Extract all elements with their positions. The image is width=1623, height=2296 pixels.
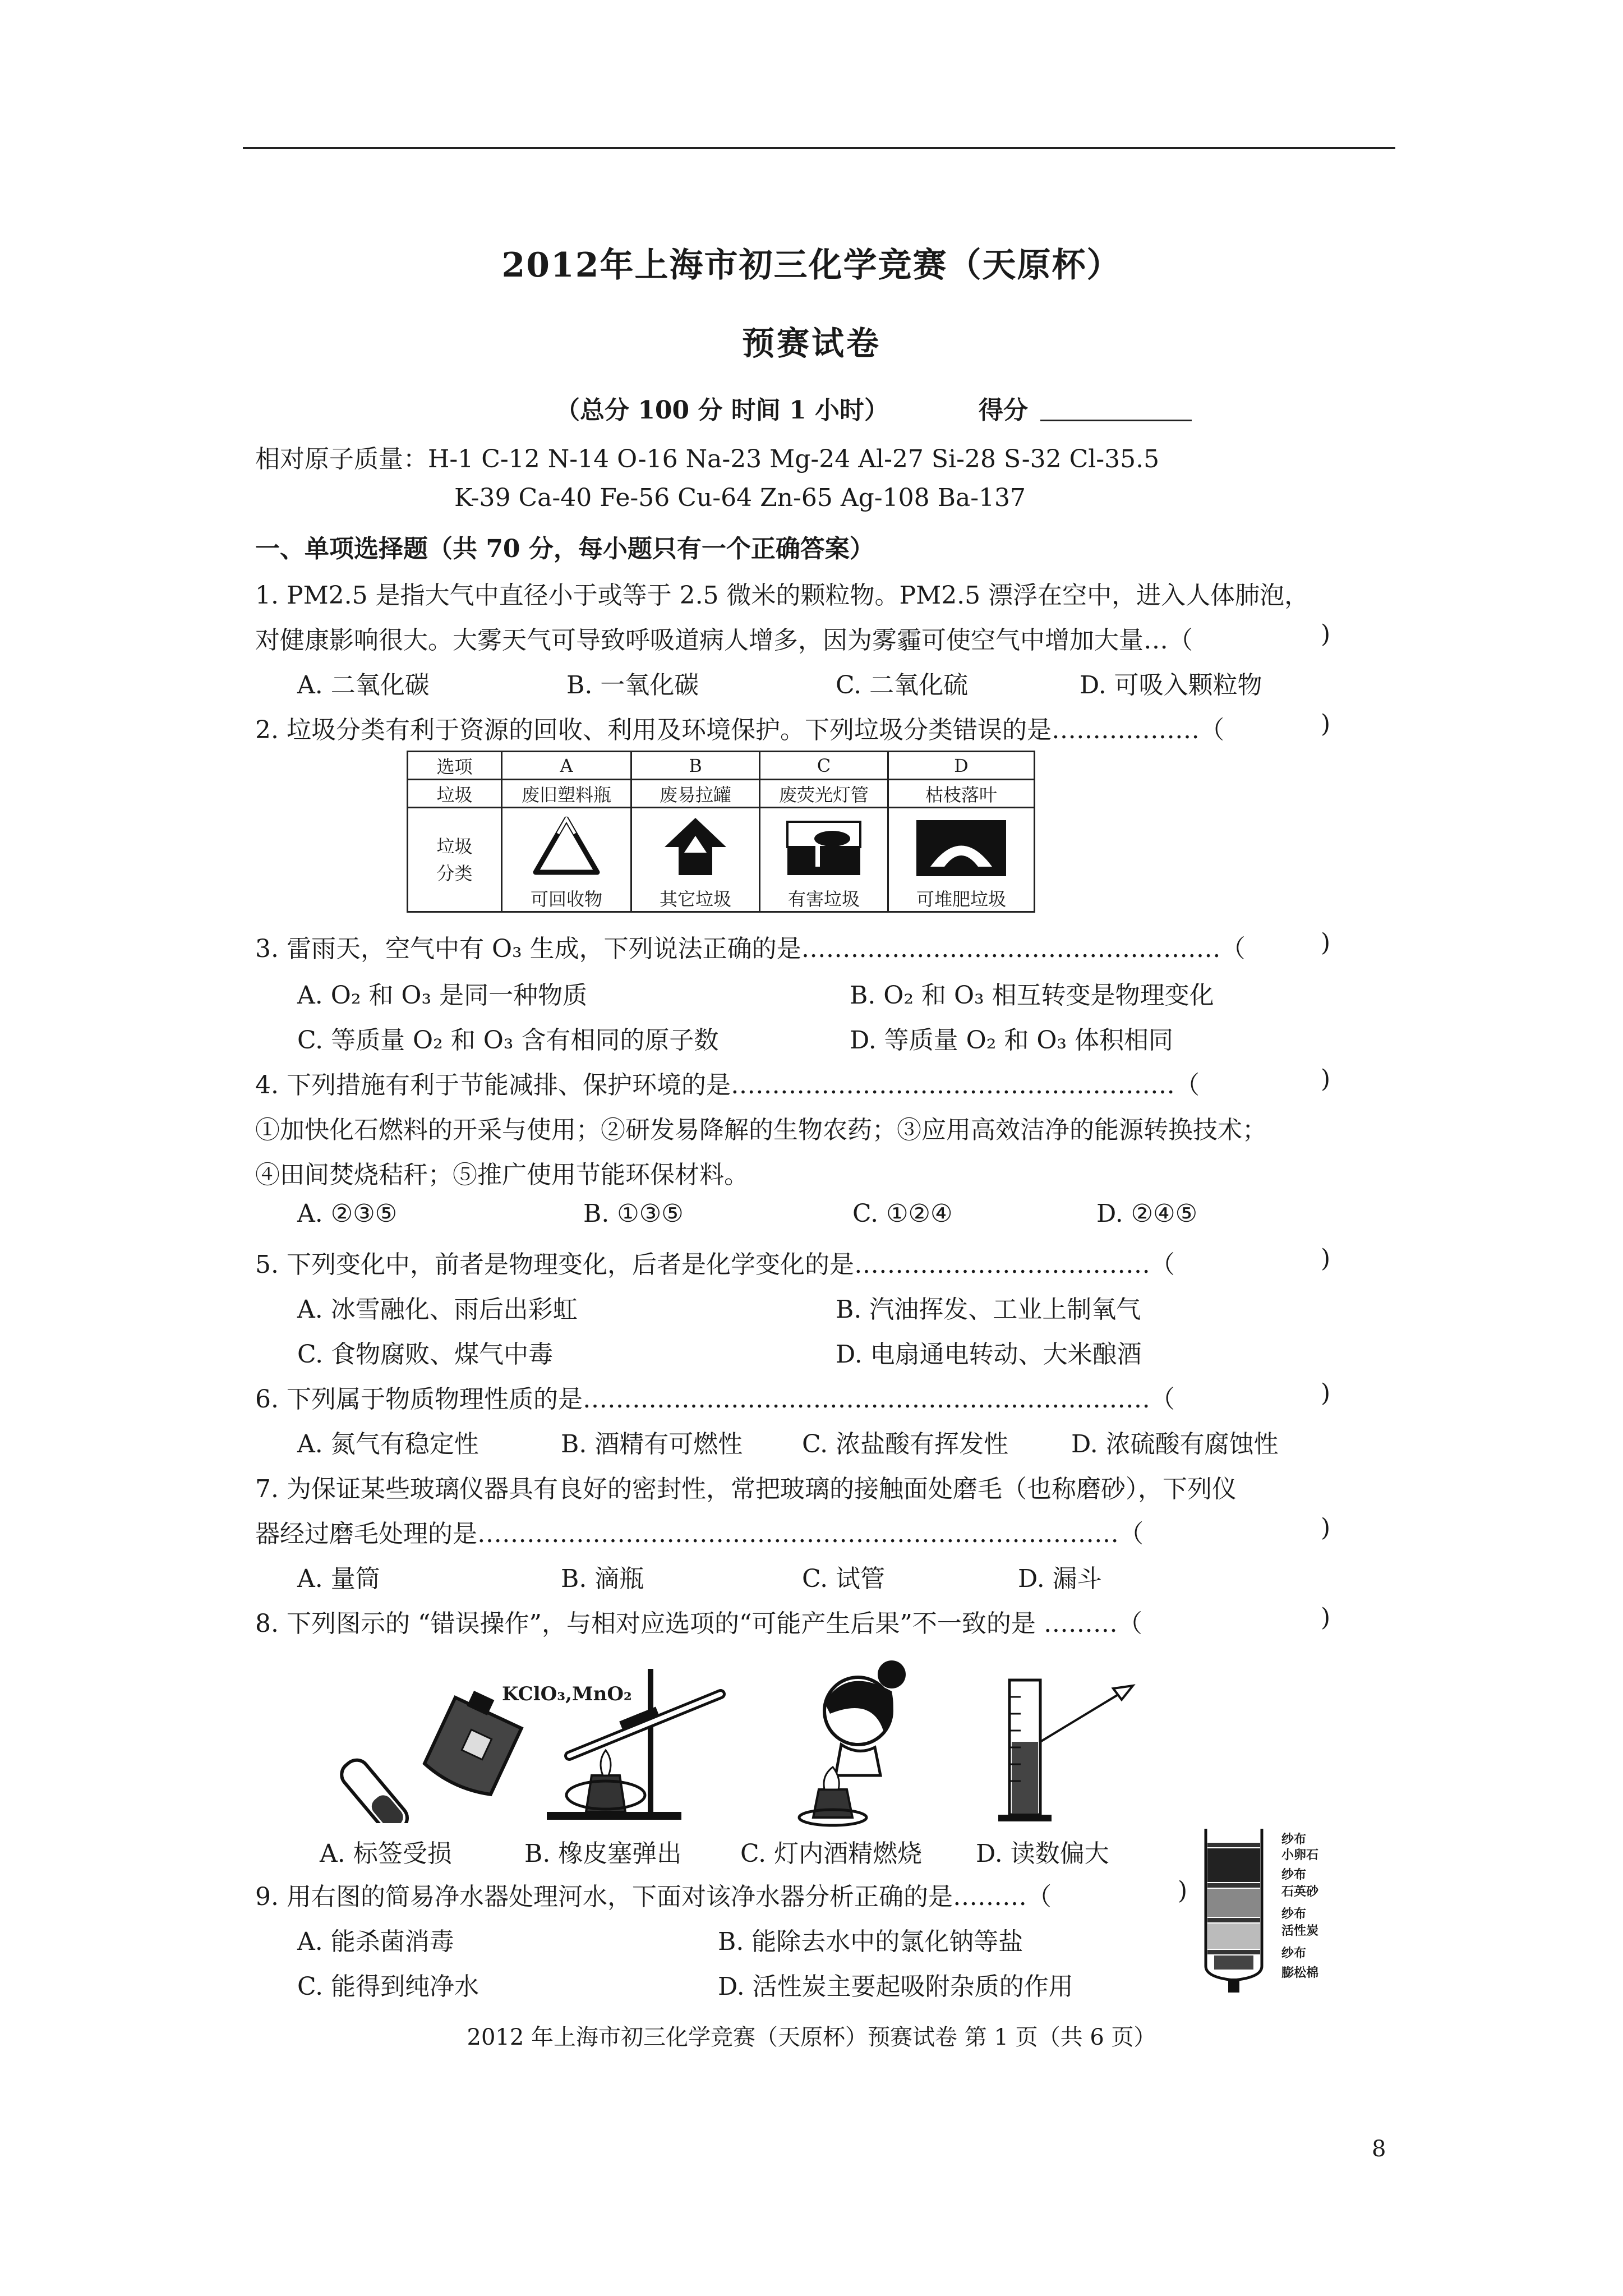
q6-option-d[interactable]: D. 浓硫酸有腐蚀性 bbox=[1071, 1430, 1279, 1458]
q1-line-1: 1. PM2.5 是指大气中直径小于或等于 2.5 微米的颗粒物。PM2.5 漂浮在空中，进入人体肺泡， bbox=[255, 581, 1310, 610]
graduated-cylinder-figure bbox=[987, 1663, 1150, 1826]
table-head-option: 选项 bbox=[408, 752, 502, 780]
q6-line-1: 6. 下列属于物质物理性质的是……………………………………………………………（ bbox=[255, 1385, 1175, 1414]
label-compost: 可堆肥垃圾 bbox=[916, 889, 1006, 910]
filter-label-5: 纱布 bbox=[1281, 1907, 1307, 1921]
blowing-lamp-figure bbox=[763, 1658, 931, 1832]
q9-answer-paren[interactable]: ) bbox=[1178, 1876, 1188, 1905]
q3-option-c[interactable]: C. 等质量 O₂ 和 O₃ 含有相同的原子数 bbox=[297, 1026, 719, 1055]
q9-line-1: 9. 用右图的简易净水器处理河水，下面对该净水器分析正确的是………（ bbox=[255, 1883, 1052, 1911]
q3-option-a[interactable]: A. O₂ 和 O₃ 是同一种物质 bbox=[297, 981, 588, 1010]
q5-answer-paren[interactable]: ) bbox=[1321, 1244, 1331, 1273]
q8-option-b[interactable]: B. 橡皮塞弹出 bbox=[524, 1839, 682, 1868]
table-head-category: 垃圾分类 bbox=[408, 808, 502, 912]
q4-line-1: 4. 下列措施有利于节能减排、保护环境的是………………………………………………（ bbox=[255, 1071, 1200, 1099]
q3-option-b[interactable]: B. O₂ 和 O₃ 相互转变是物理变化 bbox=[850, 981, 1214, 1010]
table-col-b: B bbox=[631, 752, 760, 780]
atomic-mass-line-1: 相对原子质量：H-1 C-12 N-14 O-16 Na-23 Mg-24 Al-27 Si-28 S-32 Cl-35.5 bbox=[255, 445, 1160, 473]
q8-answer-paren[interactable]: ) bbox=[1321, 1603, 1331, 1632]
filter-label-3: 纱布 bbox=[1281, 1867, 1307, 1882]
q1-option-c[interactable]: C. 二氧化硫 bbox=[836, 671, 969, 700]
q7-line-2: 器经过磨毛处理的是……………………………………………………………………（ bbox=[255, 1520, 1144, 1548]
other-waste-icon bbox=[653, 813, 737, 881]
q1-option-d[interactable]: D. 可吸入颗粒物 bbox=[1080, 671, 1262, 700]
q4-line-3: ④田间焚烧秸秆；⑤推广使用节能环保材料。 bbox=[255, 1161, 749, 1189]
filter-label-6: 活性炭 bbox=[1281, 1924, 1319, 1938]
table-col-a: A bbox=[502, 752, 631, 780]
q6-option-b[interactable]: B. 酒精有可燃性 bbox=[561, 1430, 743, 1458]
q6-option-c[interactable]: C. 浓盐酸有挥发性 bbox=[802, 1430, 1009, 1458]
table-head-garbage: 垃圾 bbox=[408, 780, 502, 808]
score-label: 得分 bbox=[979, 396, 1028, 425]
q7-option-a[interactable]: A. 量筒 bbox=[297, 1565, 380, 1593]
q9-option-a[interactable]: A. 能杀菌消毒 bbox=[297, 1927, 454, 1956]
q2-answer-paren[interactable]: ) bbox=[1321, 710, 1331, 738]
q1-line-2: 对健康影响很大。大雾天气可导致呼吸道病人增多，因为雾霾可使空气中增加大量…（ bbox=[255, 626, 1193, 655]
q3-answer-paren[interactable]: ) bbox=[1321, 928, 1331, 957]
table-item-a: 废旧塑料瓶 bbox=[502, 780, 631, 808]
exam-subtitle: 预赛试卷 bbox=[741, 324, 881, 362]
recycle-icon bbox=[530, 813, 603, 881]
q7-option-d[interactable]: D. 漏斗 bbox=[1018, 1565, 1102, 1593]
page-number: 8 bbox=[1372, 2136, 1386, 2162]
top-rule bbox=[243, 147, 1395, 149]
q7-answer-paren[interactable]: ) bbox=[1321, 1513, 1331, 1542]
garbage-table bbox=[407, 751, 1035, 913]
q5-option-a[interactable]: A. 冰雪融化、雨后出彩虹 bbox=[297, 1295, 578, 1324]
q6-answer-paren[interactable]: ) bbox=[1321, 1379, 1331, 1407]
q5-line-1: 5. 下列变化中，前者是物理变化，后者是化学变化的是………………………………（ bbox=[255, 1250, 1175, 1279]
q4-option-b[interactable]: B. ①③⑤ bbox=[583, 1199, 684, 1228]
heating-apparatus-figure bbox=[536, 1660, 732, 1829]
q8-line-1: 8. 下列图示的 “错误操作”，与相对应选项的“可能产生后果”不一致的是 ………（ bbox=[255, 1609, 1142, 1638]
table-icon-cell-b bbox=[631, 808, 760, 912]
filter-label-7: 纱布 bbox=[1281, 1946, 1307, 1961]
table-item-d: 枯枝落叶 bbox=[888, 780, 1035, 808]
table-item-c: 废荧光灯管 bbox=[760, 780, 888, 808]
q1-option-b[interactable]: B. 一氧化碳 bbox=[566, 671, 699, 700]
q4-option-d[interactable]: D. ②④⑤ bbox=[1096, 1199, 1198, 1228]
label-hazardous: 有害垃圾 bbox=[787, 889, 860, 910]
q3-option-d[interactable]: D. 等质量 O₂ 和 O₃ 体积相同 bbox=[850, 1026, 1174, 1055]
q4-option-c[interactable]: C. ①②④ bbox=[852, 1199, 953, 1228]
q3-line-1: 3. 雷雨天，空气中有 O₃ 生成，下列说法正确的是……………………………………………（ bbox=[255, 935, 1246, 963]
filter-label-4: 石英砂 bbox=[1281, 1884, 1319, 1899]
q8-option-c[interactable]: C. 灯内酒精燃烧 bbox=[740, 1839, 923, 1868]
q2-line-1: 2. 垃圾分类有利于资源的回收、利用及环境保护。下列垃圾分类错误的是………………（ bbox=[255, 716, 1224, 744]
filter-label-8: 膨松棉 bbox=[1281, 1966, 1319, 1980]
score-blank[interactable] bbox=[1040, 420, 1192, 421]
label-recyclable: 可回收物 bbox=[530, 889, 602, 910]
section-heading: 一、单项选择题（共 70 分，每小题只有一个正确答案） bbox=[255, 535, 874, 563]
atomic-mass-line-2: K-39 Ca-40 Fe-56 Cu-64 Zn-65 Ag-108 Ba-137 bbox=[454, 484, 1026, 512]
q6-option-a[interactable]: A. 氮气有稳定性 bbox=[297, 1430, 479, 1458]
q5-option-c[interactable]: C. 食物腐败、煤气中毒 bbox=[297, 1340, 554, 1369]
exam-title: 2012年上海市初三化学竞赛（天原杯） bbox=[501, 246, 1122, 285]
label-other-waste: 其它垃圾 bbox=[659, 889, 731, 910]
filter-label-1: 纱布 bbox=[1281, 1832, 1307, 1847]
q4-line-2: ①加快化石燃料的开采与使用；②研发易降解的生物农药；③应用高效洁净的能源转换技术； bbox=[255, 1116, 1267, 1144]
q9-option-c[interactable]: C. 能得到纯净水 bbox=[297, 1972, 479, 2001]
page-footer: 2012 年上海市初三化学竞赛（天原杯）预赛试卷 第 1 页（共 6 页） bbox=[467, 2024, 1156, 2050]
q8-option-a[interactable]: A. 标签受损 bbox=[320, 1839, 452, 1868]
q7-option-b[interactable]: B. 滴瓶 bbox=[561, 1565, 644, 1593]
hazardous-waste-icon bbox=[782, 813, 866, 881]
q1-option-a[interactable]: A. 二氧化碳 bbox=[297, 671, 430, 700]
q5-option-d[interactable]: D. 电扇通电转动、大米酿酒 bbox=[836, 1340, 1142, 1369]
compost-icon bbox=[914, 813, 1009, 881]
q7-option-c[interactable]: C. 试管 bbox=[802, 1565, 886, 1593]
table-icon-cell-c bbox=[760, 808, 888, 912]
filter-label-2: 小卵石 bbox=[1281, 1848, 1319, 1862]
exam-info: （总分 100 分 时间 1 小时） bbox=[555, 396, 889, 425]
table-col-d: D bbox=[888, 752, 1035, 780]
q4-option-a[interactable]: A. ②③⑤ bbox=[297, 1199, 398, 1228]
q9-option-d[interactable]: D. 活性炭主要起吸附杂质的作用 bbox=[718, 1972, 1073, 2001]
table-icon-cell-d bbox=[888, 808, 1035, 912]
q4-answer-paren[interactable]: ) bbox=[1321, 1065, 1331, 1093]
q8-figure-label: KClO₃,MnO₂ bbox=[502, 1683, 632, 1705]
table-col-c: C bbox=[760, 752, 888, 780]
q7-line-1: 7. 为保证某些玻璃仪器具有良好的密封性，常把玻璃的接触面处磨毛（也称磨砂），下列仪 bbox=[255, 1475, 1237, 1503]
table-icon-cell-a bbox=[502, 808, 631, 912]
q8-option-d[interactable]: D. 读数偏大 bbox=[976, 1839, 1109, 1868]
q5-option-b[interactable]: B. 汽油挥发、工业上制氧气 bbox=[836, 1295, 1141, 1324]
water-filter-figure bbox=[1200, 1826, 1279, 1994]
q9-option-b[interactable]: B. 能除去水中的氯化钠等盐 bbox=[718, 1927, 1023, 1956]
q1-answer-paren[interactable]: ) bbox=[1321, 620, 1331, 648]
table-item-b: 废易拉罐 bbox=[631, 780, 760, 808]
